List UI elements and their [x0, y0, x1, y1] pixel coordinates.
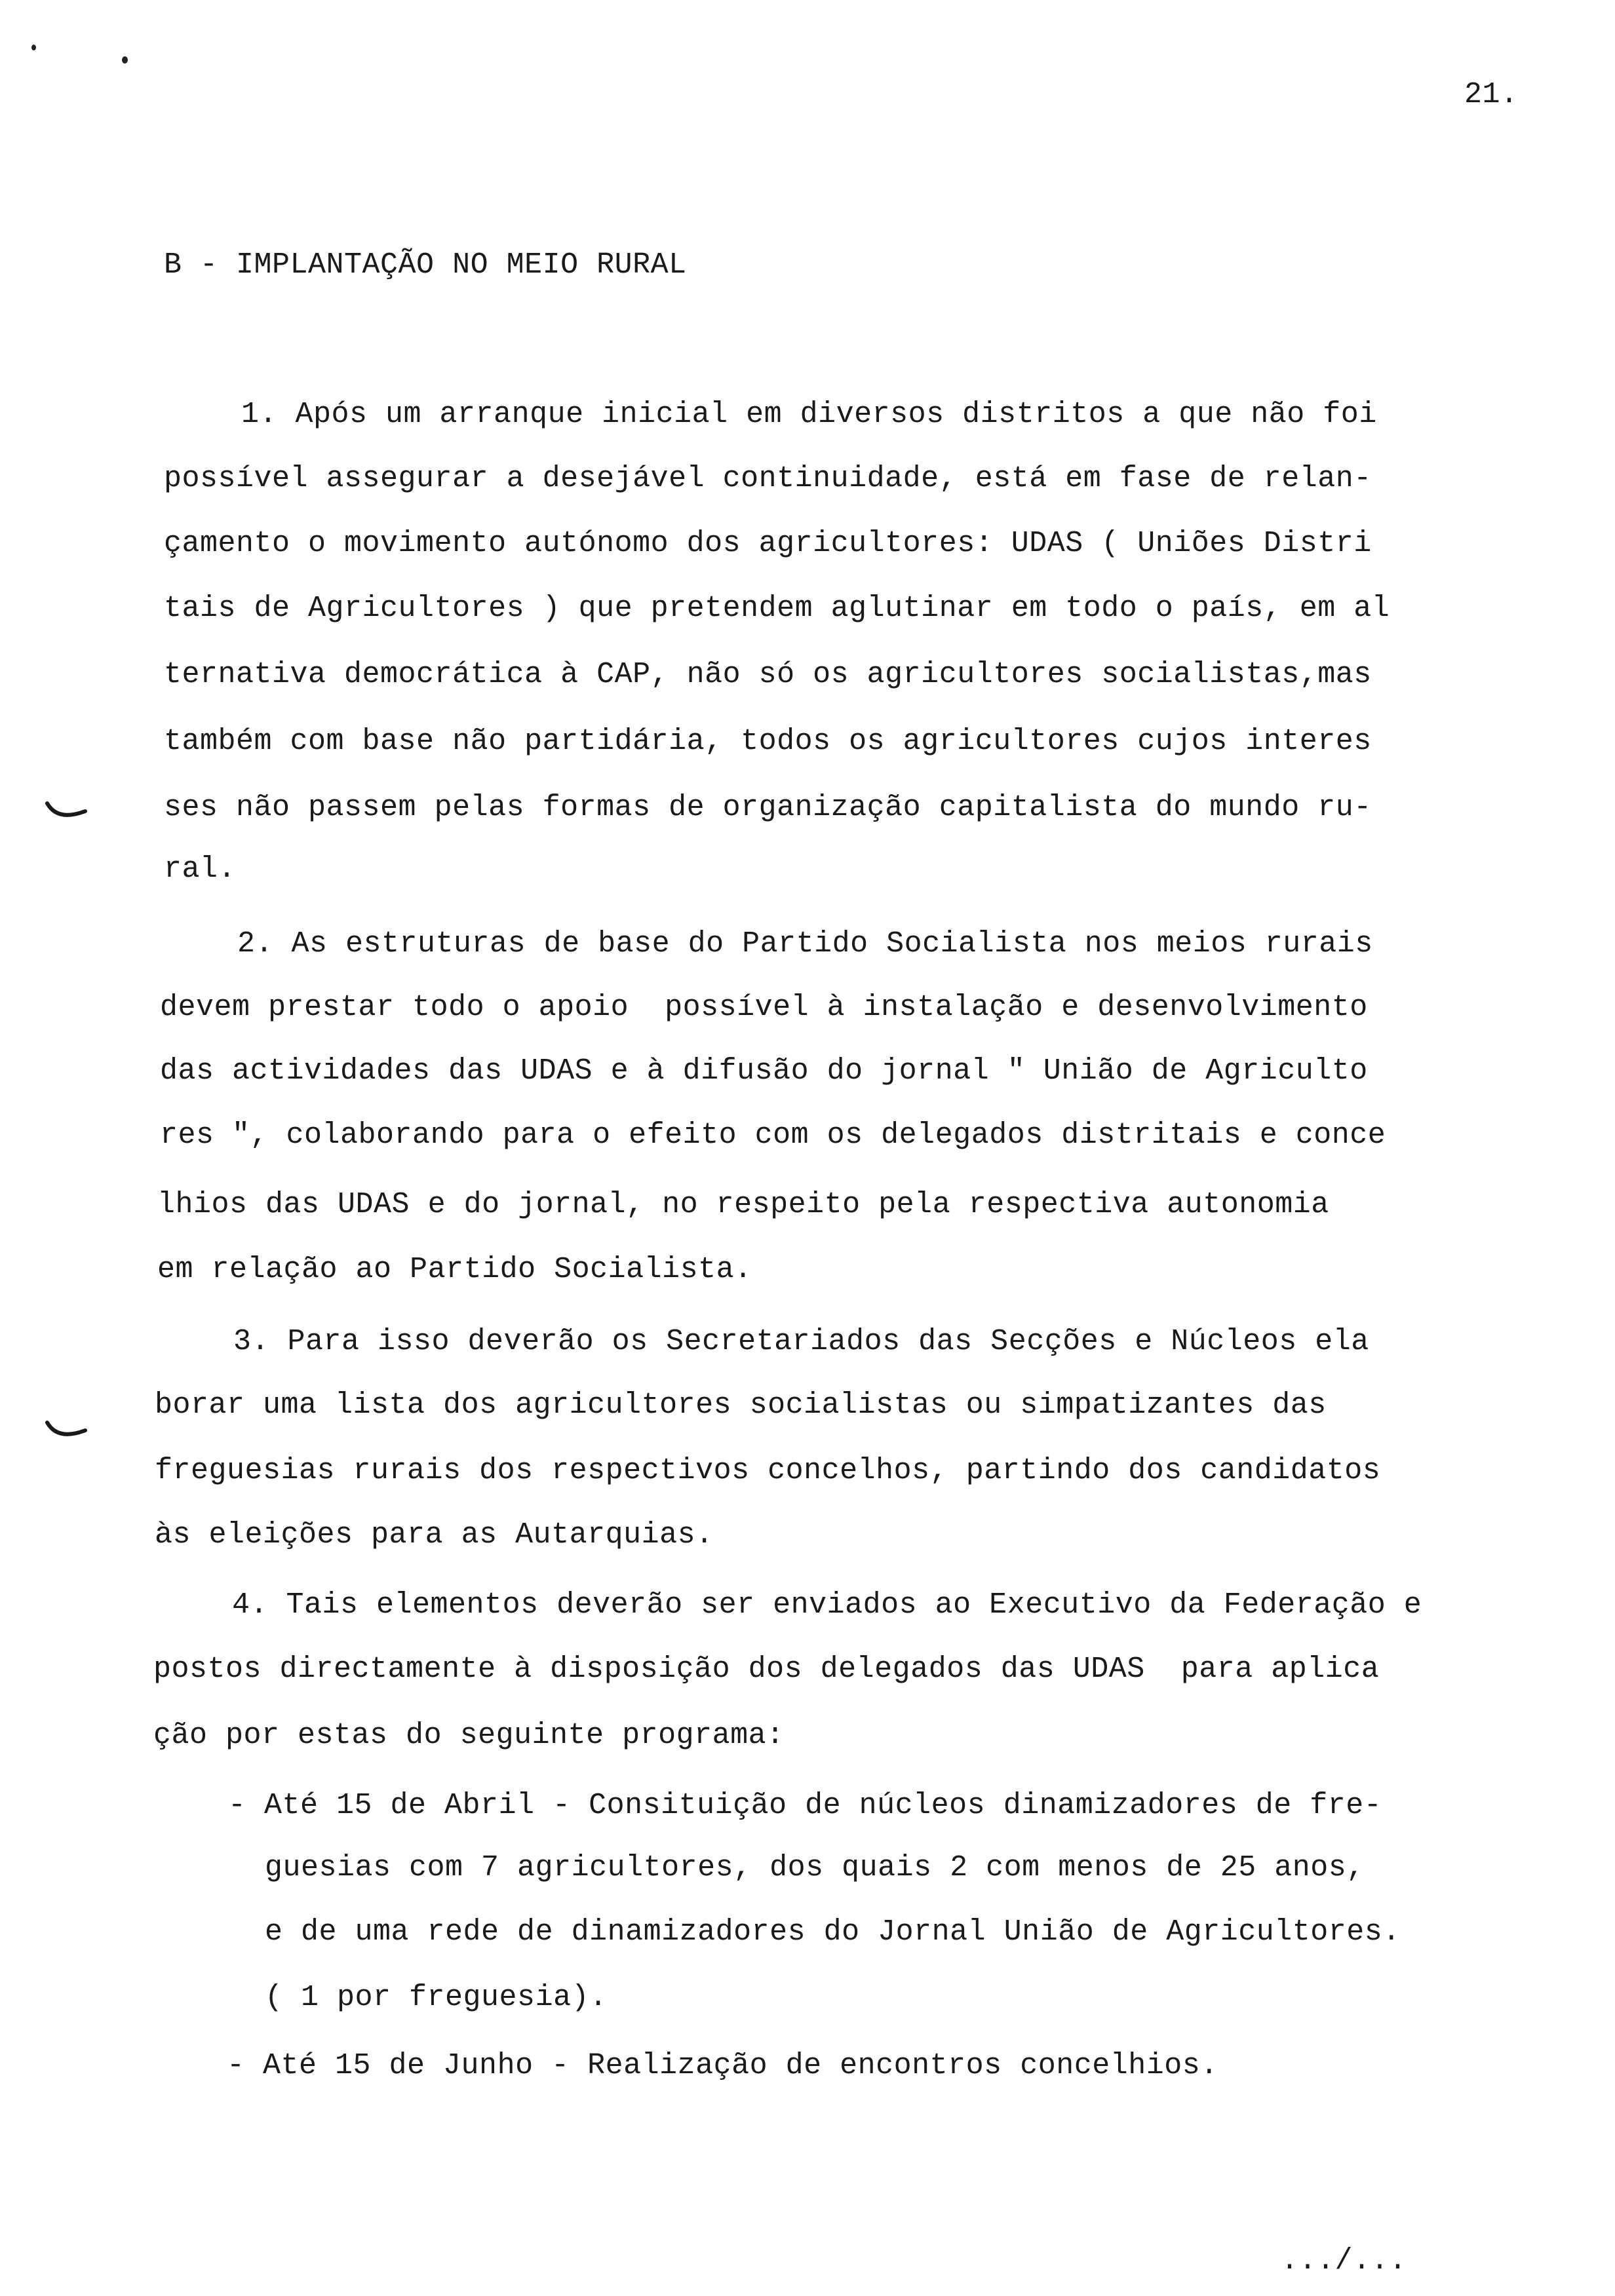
paragraph-2-line: res ", colaborando para o efeito com os delegados distritais e conce [160, 1119, 1386, 1152]
paragraph-2-line: em relação ao Partido Socialista. [157, 1253, 752, 1286]
paragraph-1-line: ral. [164, 852, 237, 886]
punch-hole-mark [45, 799, 90, 826]
paragraph-4-line: ção por estas do seguinte programa: [153, 1719, 785, 1752]
scan-speck [31, 45, 36, 50]
program-item-line: e de uma rede de dinamizadores do Jornal União de Agricultores. [265, 1915, 1401, 1949]
paragraph-3-line: às eleições para as Autarquias. [155, 1518, 714, 1552]
paragraph-4-line: 4. Tais elementos deverão ser enviados ao Executivo da Federação e [232, 1588, 1422, 1622]
section-heading: B - IMPLANTAÇÃO NO MEIO RURAL [164, 248, 687, 282]
paragraph-1-line: tais de Agricultores ) que pretendem aglutinar em todo o país, em al [164, 592, 1390, 625]
paragraph-2-line: lhios das UDAS e do jornal, no respeito pela respectiva autonomia [157, 1188, 1329, 1221]
paragraph-3-line: borar uma lista dos agricultores socialistas ou simpatizantes das [155, 1388, 1327, 1422]
paragraph-1-line: 1. Após um arranque inicial em diversos distritos a que não foi [241, 398, 1377, 431]
program-item-line: - Até 15 de Junho - Realização de encontros concelhios. [227, 2049, 1218, 2082]
punch-hole-mark [45, 1419, 90, 1445]
paragraph-1-line: possível assegurar a desejável continuidade, está em fase de relan- [164, 462, 1372, 495]
paragraph-1-line: ternativa democrática à CAP, não só os agricultores socialistas,mas [164, 658, 1372, 691]
continuation-mark: .../... [1281, 2244, 1407, 2278]
paragraph-1-line: também com base não partidária, todos os agricultores cujos interes [164, 725, 1372, 758]
program-item-line: ( 1 por freguesia). [265, 1981, 608, 2014]
scan-speck [122, 56, 128, 64]
paragraph-1-line: ses não passem pelas formas de organização capitalista do mundo ru- [164, 791, 1372, 824]
paragraph-2-line: das actividades das UDAS e à difusão do jornal " União de Agriculto [160, 1054, 1368, 1088]
paragraph-3-line: 3. Para isso deverão os Secretariados das Secções e Núcleos ela [233, 1325, 1369, 1358]
program-item-line: - Até 15 de Abril - Consituição de núcleos dinamizadores de fre- [228, 1789, 1382, 1822]
paragraph-2-line: devem prestar todo o apoio possível à instalação e desenvolvimento [160, 991, 1368, 1024]
paragraph-2-line: 2. As estruturas de base do Partido Socialista nos meios rurais [237, 927, 1373, 961]
page-number: 21. [1464, 78, 1519, 111]
paragraph-1-line: çamento o movimento autónomo dos agricultores: UDAS ( Uniões Distri [164, 527, 1372, 560]
program-item-line: guesias com 7 agricultores, dos quais 2 com menos de 25 anos, [265, 1851, 1365, 1885]
paragraph-4-line: postos directamente à disposição dos delegados das UDAS para aplica [153, 1653, 1380, 1686]
paragraph-3-line: freguesias rurais dos respectivos concelhos, partindo dos candidatos [155, 1454, 1381, 1487]
